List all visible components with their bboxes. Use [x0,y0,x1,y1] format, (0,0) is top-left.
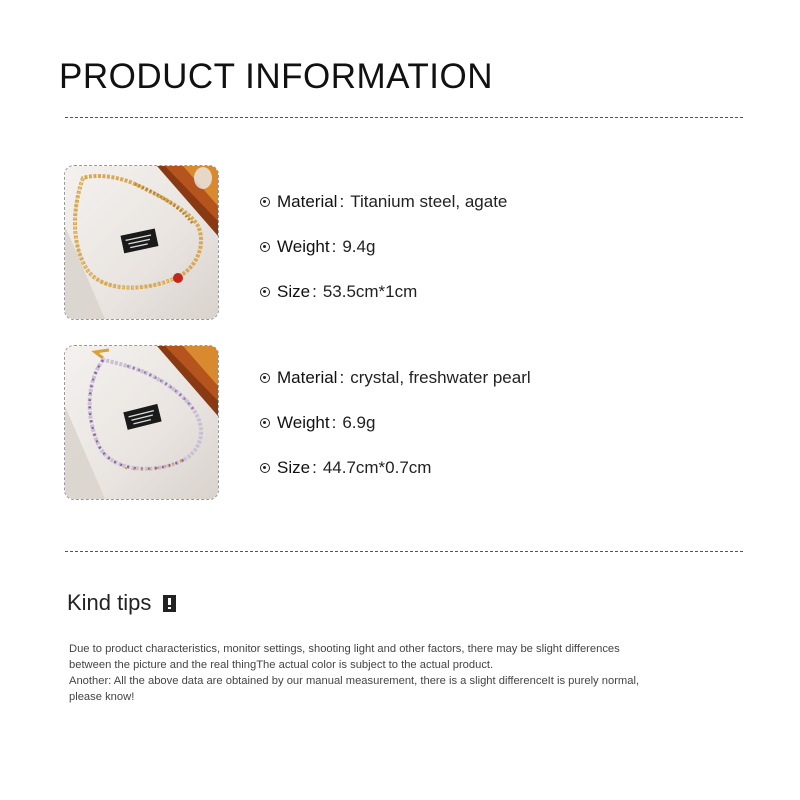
top-divider [65,117,743,118]
spec-label: Size [277,282,311,301]
exclamation-icon [163,595,176,612]
spec-value: 53.5cm*1cm [322,282,418,301]
circle-dot-icon [260,373,270,383]
circle-dot-icon [260,197,270,207]
spec-separator: : [339,192,345,211]
spec-value: 44.7cm*0.7cm [322,458,432,477]
circle-dot-icon [260,287,270,297]
spec-row-weight [260,235,507,280]
spec-value: crystal, freshwater pearl [350,368,531,387]
spec-separator: : [339,368,345,387]
product-2-spec-list [260,366,531,501]
spec-separator: : [312,282,317,301]
spec-row-size [260,280,507,325]
spec-value: 6.9g [342,413,376,432]
spec-label: Weight [277,413,330,432]
circle-dot-icon [260,418,270,428]
circle-dot-icon [260,463,270,473]
spec-separator: : [331,237,337,256]
kind-tips-title: Kind tips [67,590,152,615]
bottom-divider [65,551,743,552]
product-photo-agate-necklace [64,165,219,320]
spec-label: Material [277,192,338,211]
circle-dot-icon [260,242,270,252]
kind-tips-heading [67,590,176,616]
spec-separator: : [312,458,317,477]
spec-row-size [260,456,531,501]
spec-value: 9.4g [342,237,376,256]
product-1-spec-list [260,190,507,325]
spec-label: Material [277,368,338,387]
kind-tips-text [69,641,659,705]
spec-label: Weight [277,237,330,256]
page-title: PRODUCT INFORMATION [59,57,494,96]
spec-label: Size [277,458,311,477]
spec-separator: : [331,413,337,432]
spec-row-material [260,366,531,411]
tips-paragraph: Another: All the above data are obtained by our manual measurement, there is a slight differenceIt is purely normal, please know! [69,675,640,703]
product-photo-crystal-necklace [64,345,219,500]
crystal-necklace-illustration [65,346,218,499]
agate-necklace-illustration [65,166,218,319]
spec-row-weight [260,411,531,456]
spec-row-material [260,190,507,235]
tips-paragraph: Due to product characteristics, monitor settings, shooting light and other factors, there may be slight differences between the picture and the real thingThe actual color is subject to the actual product. [69,643,620,671]
spec-value: Titanium steel, agate [350,192,508,211]
